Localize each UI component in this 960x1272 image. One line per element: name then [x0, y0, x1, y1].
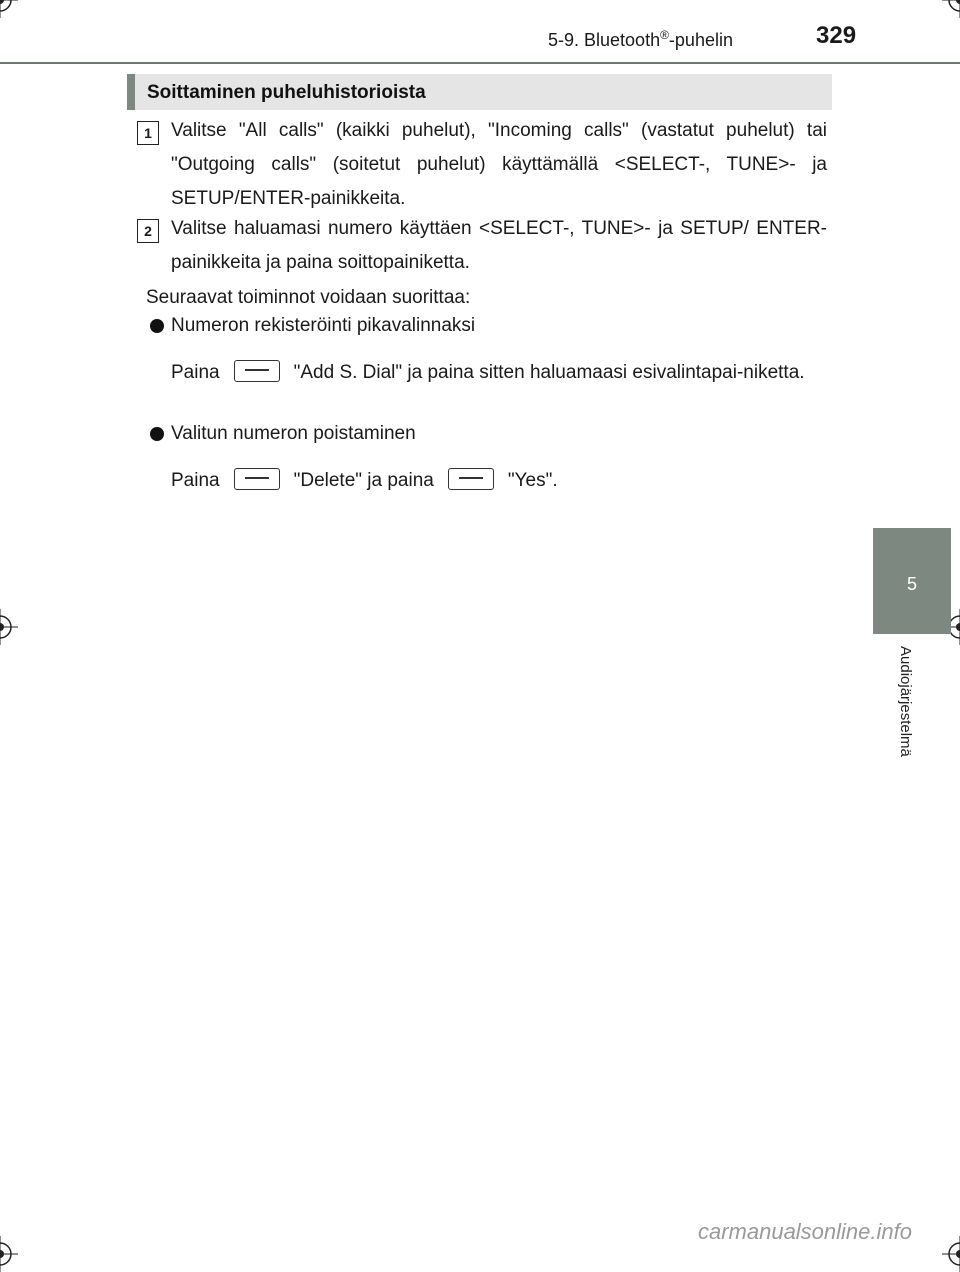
watermark: carmanualsonline.info	[697, 1219, 912, 1244]
bullet-description: Paina "Delete" ja paina "Yes".	[171, 464, 827, 498]
chapter-title: Audiojärjestelmä	[897, 646, 914, 757]
preset-button-icon	[448, 468, 494, 490]
chapter-number: 5	[906, 574, 917, 594]
preset-button-icon	[234, 360, 280, 382]
bullet-icon	[150, 427, 164, 441]
registration-mark-icon	[0, 609, 18, 645]
intro-text: Seuraavat toiminnot voidaan suorittaa:	[146, 287, 471, 308]
registration-mark-icon	[0, 1236, 18, 1272]
section-heading	[127, 74, 832, 110]
bullet-title: Valitun numeron poistaminen	[171, 423, 416, 444]
bullet-title: Numeron rekisteröinti pikavalinnaksi	[171, 315, 476, 336]
section-title: Soittaminen puheluhistorioista	[147, 82, 426, 103]
bullet-description: Paina "Add S. Dial" ja paina sitten haluamaasi esivalintapai-niketta.	[171, 356, 827, 390]
preset-button-icon	[234, 468, 280, 490]
step-number-badge: 2	[137, 219, 159, 243]
step-2-text: Valitse haluamasi numero käyttäen <SELECT-, TUNE>- ja SETUP/ ENTER-painikkeita ja paina soittopainiketta.	[171, 218, 827, 273]
header-rule	[0, 62, 960, 64]
chapter-tab	[873, 528, 951, 634]
step-1-text: Valitse "All calls" (kaikki puhelut), "Incoming calls" (vastatut puhelut) tai "Outgoing calls" (soitetut puhelut) käyttämällä <SELECT-, TUNE>- ja SETUP/ENTER-painikkeita.	[171, 120, 827, 209]
registration-mark-icon	[942, 1236, 960, 1272]
page-number: 329	[816, 22, 857, 49]
section-breadcrumb: 5-9. Bluetooth®-puhelin	[548, 28, 733, 50]
step-number-badge: 1	[137, 121, 159, 145]
registration-mark-icon	[942, 0, 960, 18]
bullet-icon	[150, 319, 164, 333]
registration-mark-icon	[0, 0, 18, 18]
